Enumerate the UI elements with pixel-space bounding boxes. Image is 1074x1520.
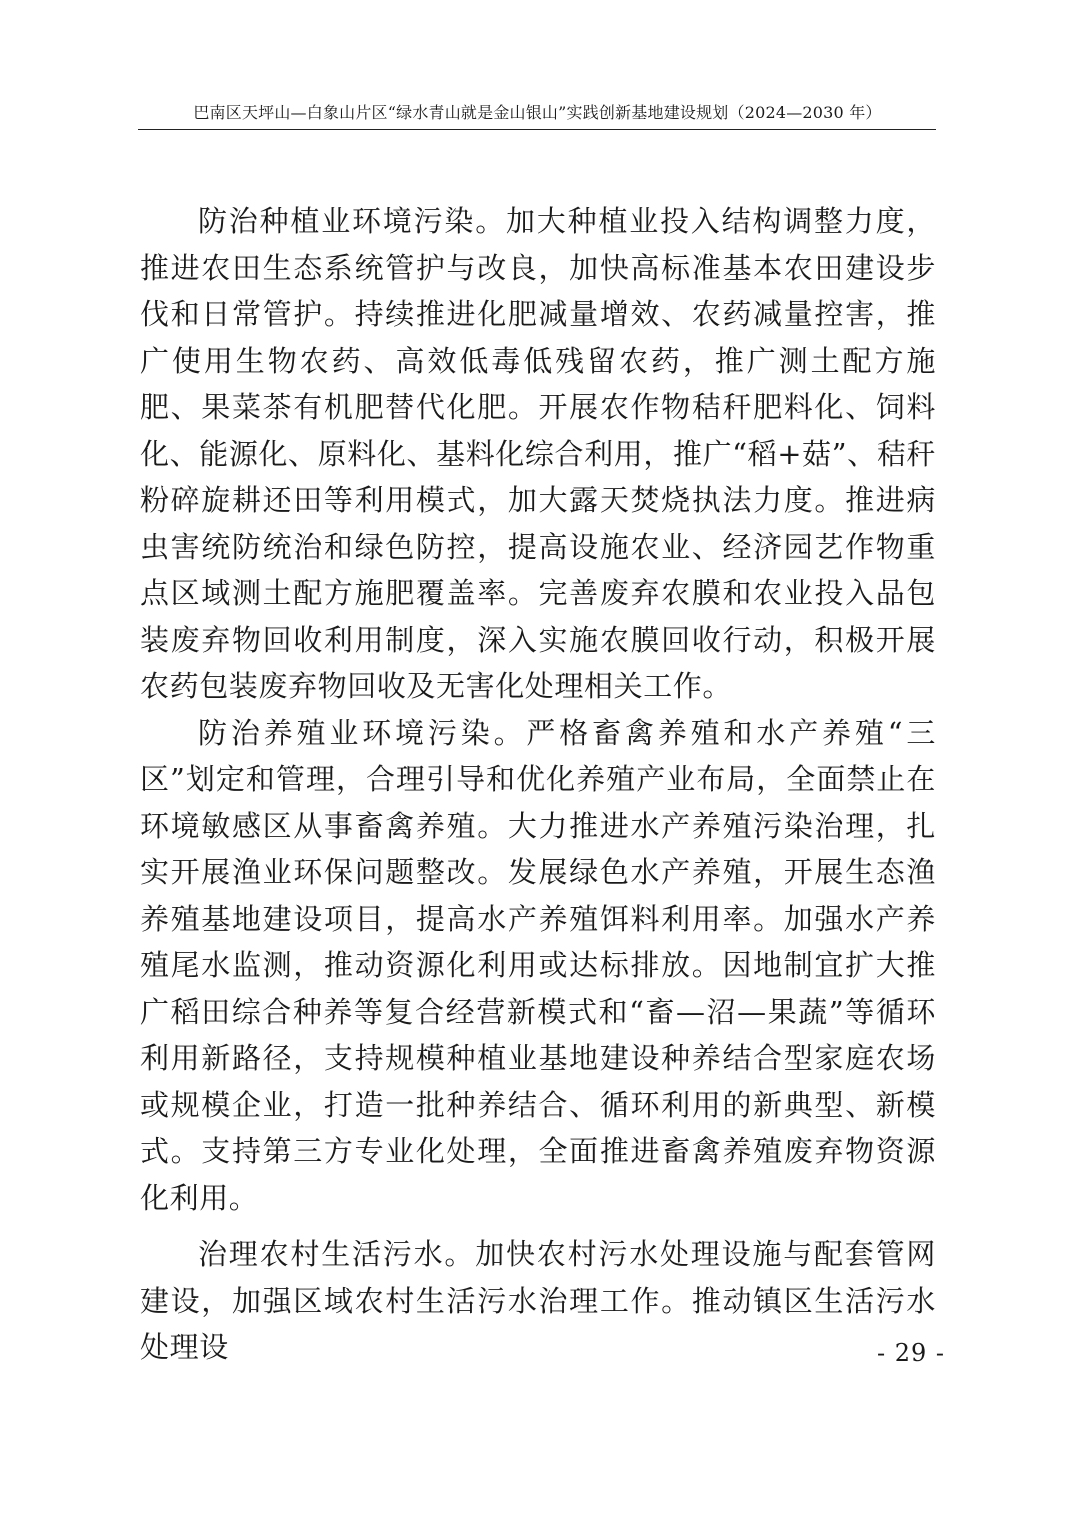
paragraph-planting-pollution: 防治种植业环境污染。加大种植业投入结构调整力度，推进农田生态系统管护与改良，加快高标准基本农田建设步伐和日常管护。持续推进化肥减量增效、农药减量控害，推广使用生物农药、高效低毒低残留农药，推广测土配方施肥、果菜茶有机肥替代化肥。开展农作物秸秆肥料化、饲料化、能源化、原料化、基料化综合利用，推广“稻+菇”、秸秆粉碎旋耕还田等利用模式，加大露天焚烧执法力度。推进病虫害统防统治和绿色防控，提高设施农业、经济园艺作物重点区域测土配方施肥覆盖率。完善废弃农膜和农业投入品包装废弃物回收利用制度，深入实施农膜回收行动，积极开展农药包装废弃物回收及无害化处理相关工作。 — [140, 204, 936, 703]
paragraph-rural-sewage: 治理农村生活污水。加快农村污水处理设施与配套管网建设，加强区域农村生活污水治理工作。推动镇区生活污水处理设 — [140, 1237, 936, 1364]
running-header: 巴南区天坪山—白象山片区“绿水青山就是金山银山”实践创新基地建设规划（2024—2030 年） — [193, 103, 882, 122]
document-body — [140, 198, 936, 1371]
header-divider — [138, 129, 936, 130]
page-number: - 29 - — [876, 1339, 945, 1367]
paragraph-breeding-pollution: 防治养殖业环境污染。严格畜禽养殖和水产养殖“三区”划定和管理，合理引导和优化养殖产业布局，全面禁止在环境敏感区从事畜禽养殖。大力推进水产养殖污染治理，扎实开展渔业环保问题整改。发展绿色水产养殖，开展生态渔养殖基地建设项目，提高水产养殖饵料利用率。加强水产养殖尾水监测，推动资源化利用或达标排放。因地制宜扩大推广稻田综合种养等复合经营新模式和“畜—沼—果蔬”等循环利用新路径，支持规模种植业基地建设种养结合型家庭农场或规模企业，打造一批种养结合、循环利用的新典型、新模式。支持第三方专业化处理，全面推进畜禽养殖废弃物资源化利用。 — [140, 715, 936, 1215]
